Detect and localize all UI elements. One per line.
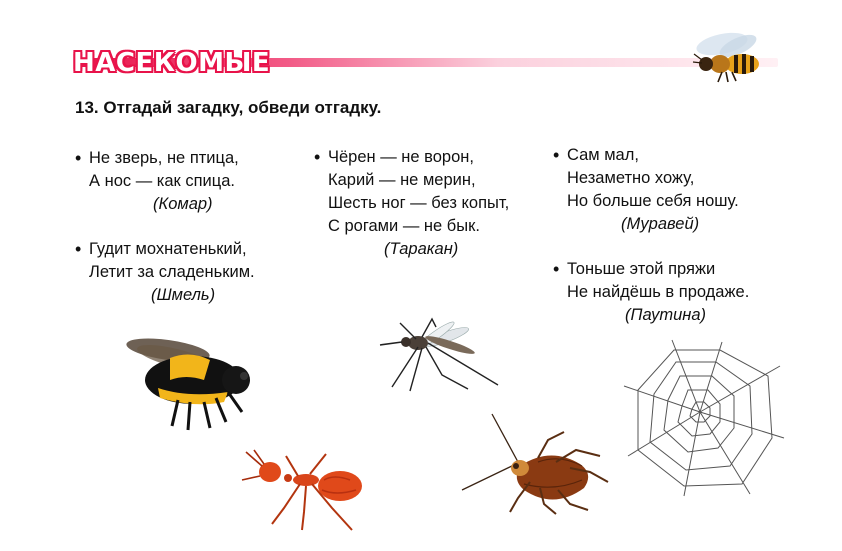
riddle-cockroach — [328, 146, 509, 261]
riddle-line: • Чёрен — не ворон, — [328, 146, 509, 169]
riddle-answer: (Паутина) — [625, 306, 707, 324]
task-text: Отгадай загадку, обведи отгадку. — [103, 98, 382, 117]
task-heading — [75, 98, 381, 118]
riddle-mosquito — [89, 147, 239, 216]
riddle-bumblebee — [89, 238, 255, 307]
bumblebee-icon[interactable] — [118, 332, 263, 437]
riddle-line: Не найдёшь в продаже. — [567, 283, 750, 301]
riddle-line: Летит за сладеньким. — [89, 263, 255, 281]
task-number: 13. — [75, 98, 99, 117]
riddle-line: Но больше себя ношу. — [567, 192, 739, 210]
page-title: НАСЕКОМЫЕ — [73, 48, 271, 78]
riddle-line: С рогами — не бык. — [328, 217, 480, 235]
riddle-line: Карий — не мерин, — [328, 171, 476, 189]
mosquito-icon[interactable] — [378, 315, 503, 395]
ant-icon[interactable] — [240, 446, 370, 536]
riddle-line: • Гудит мохнатенький, — [89, 238, 255, 261]
riddle-answer: (Шмель) — [151, 286, 216, 304]
riddle-answer: (Муравей) — [621, 215, 700, 233]
spider-web-icon[interactable] — [622, 338, 788, 498]
riddle-line: • Сам мал, — [567, 144, 739, 167]
cockroach-icon[interactable] — [460, 412, 610, 516]
riddle-answer: (Комар) — [153, 195, 213, 213]
riddle-line: Шесть ног — без копыт, — [328, 194, 510, 212]
riddle-answer: (Таракан) — [384, 240, 459, 258]
riddle-line: • Не зверь, не птица, — [89, 147, 239, 170]
riddle-line: Незаметно хожу, — [567, 169, 695, 187]
riddle-spider-web — [567, 258, 749, 327]
riddle-line: • Тоньше этой пряжи — [567, 258, 749, 281]
bee-icon — [684, 28, 768, 84]
riddle-line: А нос — как спица. — [89, 172, 235, 190]
riddle-ant — [567, 144, 739, 236]
